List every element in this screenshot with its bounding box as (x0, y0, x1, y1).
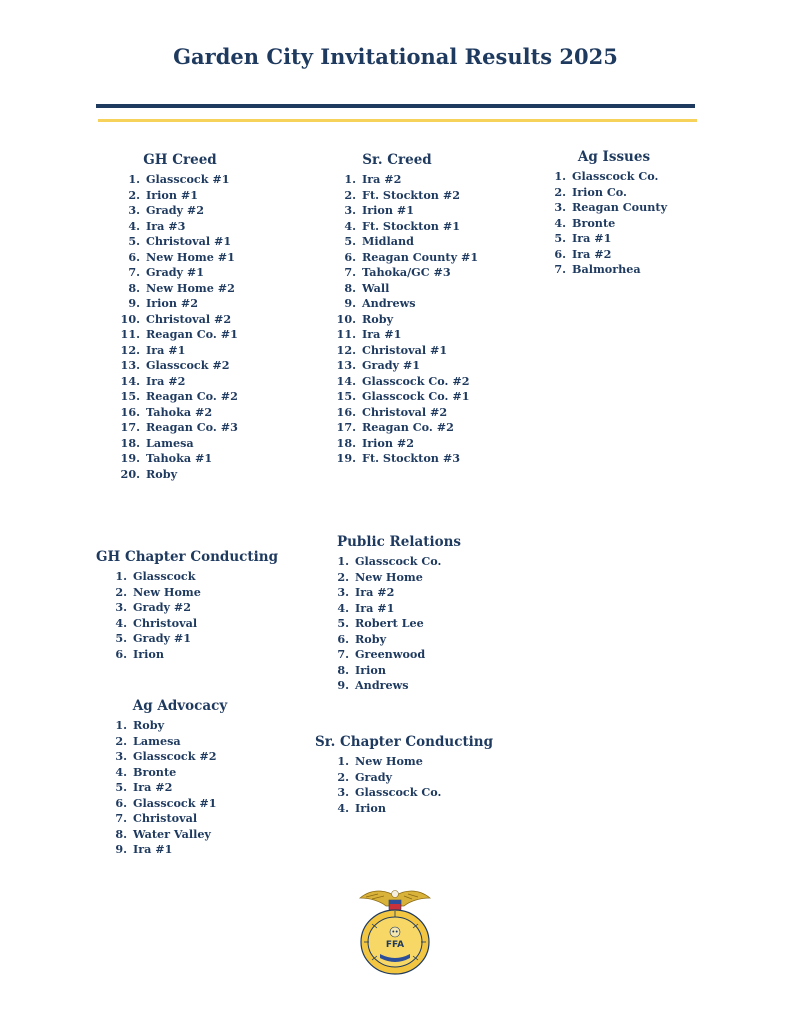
team-name: Tahoka #1 (146, 451, 213, 465)
gh-chapter-title: GH Chapter Conducting (96, 549, 279, 565)
list-item (116, 188, 244, 204)
rank-number: 7. (554, 262, 566, 276)
team-name: Irion #1 (362, 203, 415, 217)
rank-number: 5. (554, 231, 566, 245)
public-relations-section (333, 534, 465, 694)
list-item (111, 765, 249, 781)
ffa-emblem-icon (358, 884, 432, 976)
rank-number: 18. (336, 435, 356, 450)
list-item (111, 569, 264, 585)
sr-chapter-title: Sr. Chapter Conducting (315, 734, 494, 750)
team-name: Christoval #2 (362, 404, 448, 419)
rank-number: 4. (337, 600, 349, 615)
team-name: Ira #1 (362, 327, 402, 341)
list-item (333, 570, 465, 586)
gh-chapter-section (96, 549, 279, 662)
rank-number: 10. (120, 311, 140, 326)
rank-number: 12. (120, 342, 140, 357)
page-title: Garden City Invitational Results 2025 (173, 44, 618, 69)
list-item (116, 296, 244, 312)
team-name: New Home #1 (146, 249, 235, 264)
list-item (116, 234, 244, 250)
rank-number: 11. (336, 327, 356, 341)
rank-number: 14. (120, 373, 140, 388)
list-item (111, 827, 249, 843)
team-name: Ira #2 (146, 373, 186, 388)
list-item (333, 754, 481, 770)
rank-number: 7. (115, 811, 127, 825)
team-name: Ft. Stockton #3 (362, 451, 460, 465)
list-item (550, 231, 678, 247)
rank-number: 6. (128, 249, 140, 264)
team-name: Glasscock Co. (355, 785, 442, 799)
team-name: Reagan County #1 (362, 249, 479, 264)
rank-number: 1. (554, 169, 566, 183)
rank-number: 3. (554, 200, 566, 214)
sr-chapter-list (333, 754, 481, 816)
rank-number: 1. (344, 172, 356, 186)
list-item (116, 327, 244, 343)
team-name: Reagan Co. #1 (146, 327, 238, 341)
team-name: Glasscock Co. (572, 169, 659, 183)
team-name: Ira #2 (133, 780, 173, 794)
team-name: Roby (355, 631, 387, 646)
rank-number: 2. (337, 569, 349, 584)
team-name: Ira #2 (362, 172, 402, 186)
list-item (333, 785, 481, 801)
team-name: Roby (146, 466, 178, 481)
rank-number: 2. (128, 187, 140, 202)
team-name: Ft. Stockton #1 (362, 218, 460, 233)
team-name: Water Valley (133, 826, 211, 841)
team-name: Ira #3 (146, 218, 186, 233)
rank-number: 17. (120, 420, 140, 434)
team-name: Ft. Stockton #2 (362, 187, 460, 202)
ag-advocacy-title: Ag Advocacy (132, 698, 228, 714)
rank-number: 2. (337, 769, 349, 784)
rank-number: 6. (344, 249, 356, 264)
list-item (111, 616, 264, 632)
rank-number: 4. (115, 615, 127, 630)
team-name: Ira #2 (355, 585, 395, 599)
team-name: Ira #2 (572, 246, 612, 261)
emblem-text: FFA (385, 940, 405, 950)
list-item (550, 169, 678, 185)
gh-creed-section (116, 152, 244, 482)
list-item (332, 203, 478, 219)
team-name: Tahoka/GC #3 (362, 265, 451, 279)
rank-number: 2. (115, 584, 127, 599)
navy-divider (96, 104, 695, 108)
sr-creed-title: Sr. Creed (362, 152, 432, 168)
ag-advocacy-section (111, 698, 249, 858)
list-item (332, 265, 478, 281)
list-item (332, 312, 478, 328)
rank-number: 1. (115, 718, 127, 732)
rank-number: 2. (344, 187, 356, 202)
team-name: Glasscock Co. #2 (362, 373, 470, 388)
team-name: New Home (133, 584, 201, 599)
rank-number: 1. (115, 569, 127, 583)
team-name: Lamesa (146, 435, 194, 450)
rank-number: 2. (554, 184, 566, 199)
team-name: New Home (355, 754, 423, 768)
rank-number: 6. (337, 631, 349, 646)
rank-number: 10. (336, 311, 356, 326)
rank-number: 8. (128, 280, 140, 295)
rank-number: 7. (337, 647, 349, 661)
team-name: Glasscock #2 (133, 749, 217, 763)
team-name: Grady #2 (133, 600, 192, 614)
gh-creed-list (116, 172, 244, 482)
rank-number: 4. (115, 764, 127, 779)
list-item (332, 188, 478, 204)
list-item (332, 219, 478, 235)
team-name: New Home #2 (146, 280, 235, 295)
team-name: Grady #2 (146, 203, 205, 217)
list-item (332, 327, 478, 343)
rank-number: 12. (336, 342, 356, 357)
list-item (332, 343, 478, 359)
public-relations-title: Public Relations (336, 534, 462, 550)
rank-number: 19. (120, 451, 140, 465)
team-name: Irion (355, 800, 386, 815)
list-item (116, 358, 244, 374)
list-item (333, 554, 465, 570)
list-item (116, 219, 244, 235)
list-item (332, 234, 478, 250)
rank-number: 16. (120, 404, 140, 419)
rank-number: 1. (128, 172, 140, 186)
ag-issues-list (550, 169, 678, 278)
team-name: Andrews (355, 678, 409, 692)
list-item (333, 770, 481, 786)
rank-number: 7. (128, 265, 140, 279)
team-name: Reagan County (572, 200, 668, 214)
rank-number: 4. (344, 218, 356, 233)
team-name: Lamesa (133, 733, 181, 748)
team-name: Irion #2 (146, 296, 199, 310)
list-item (111, 585, 264, 601)
ag-issues-title: Ag Issues (577, 149, 651, 165)
team-name: Balmorhea (572, 262, 641, 276)
list-item (111, 647, 264, 663)
public-relations-list (333, 554, 465, 694)
list-item (332, 250, 478, 266)
team-name: Grady #1 (362, 358, 421, 372)
rank-number: 8. (344, 280, 356, 295)
rank-number: 19. (336, 451, 356, 465)
list-item (332, 374, 478, 390)
list-item (116, 281, 244, 297)
rank-number: 9. (337, 678, 349, 692)
rank-number: 15. (120, 389, 140, 403)
team-name: Ira #1 (355, 600, 395, 615)
team-name: New Home (355, 569, 423, 584)
list-item (332, 405, 478, 421)
rank-number: 6. (115, 795, 127, 810)
team-name: Glasscock (133, 569, 196, 583)
list-item (332, 358, 478, 374)
rank-number: 9. (128, 296, 140, 310)
list-item (332, 436, 478, 452)
rank-number: 5. (128, 234, 140, 248)
rank-number: 5. (115, 780, 127, 794)
rank-number: 3. (128, 203, 140, 217)
list-item (550, 185, 678, 201)
list-item (333, 647, 465, 663)
list-item (550, 200, 678, 216)
rank-number: 13. (120, 358, 140, 372)
list-item (332, 281, 478, 297)
team-name: Ira #1 (133, 842, 173, 856)
team-name: Christoval #1 (146, 234, 232, 248)
team-name: Irion #2 (362, 435, 415, 450)
team-name: Reagan Co. #2 (362, 420, 454, 434)
rank-number: 7. (344, 265, 356, 279)
rank-number: 3. (115, 749, 127, 763)
list-item (333, 801, 481, 817)
team-name: Robert Lee (355, 616, 424, 630)
rank-number: 6. (554, 246, 566, 261)
team-name: Irion (355, 662, 386, 677)
team-name: Andrews (362, 296, 416, 310)
rank-number: 1. (337, 554, 349, 568)
list-item (111, 631, 264, 647)
rank-number: 3. (337, 785, 349, 799)
list-item (333, 616, 465, 632)
rank-number: 9. (344, 296, 356, 310)
list-item (116, 451, 244, 467)
rank-number: 18. (120, 435, 140, 450)
ag-issues-section (550, 149, 678, 278)
rank-number: 3. (344, 203, 356, 217)
list-item (116, 467, 244, 483)
rank-number: 17. (336, 420, 356, 434)
team-name: Glasscock #1 (133, 795, 217, 810)
gh-chapter-list (111, 569, 264, 662)
list-item (116, 436, 244, 452)
team-name: Reagan Co. #3 (146, 420, 238, 434)
team-name: Midland (362, 234, 414, 248)
team-name: Roby (133, 718, 165, 732)
rank-number: 5. (337, 616, 349, 630)
list-item (333, 585, 465, 601)
list-item (111, 842, 249, 858)
list-item (111, 749, 249, 765)
team-name: Greenwood (355, 647, 426, 661)
list-item (116, 250, 244, 266)
team-name: Reagan Co. #2 (146, 389, 238, 403)
list-item (333, 678, 465, 694)
team-name: Grady (355, 769, 393, 784)
rank-number: 16. (336, 404, 356, 419)
rank-number: 14. (336, 373, 356, 388)
rank-number: 5. (344, 234, 356, 248)
rank-number: 1. (337, 754, 349, 768)
list-item (116, 420, 244, 436)
team-name: Christoval #1 (362, 342, 448, 357)
rank-number: 20. (120, 466, 140, 481)
team-name: Christoval #2 (146, 311, 232, 326)
list-item (116, 343, 244, 359)
list-item (111, 718, 249, 734)
team-name: Wall (362, 280, 390, 295)
team-name: Bronte (572, 215, 616, 230)
team-name: Ira #1 (572, 231, 612, 245)
list-item (332, 420, 478, 436)
rank-number: 4. (337, 800, 349, 815)
list-item (116, 405, 244, 421)
rank-number: 8. (115, 826, 127, 841)
rank-number: 3. (115, 600, 127, 614)
team-name: Glasscock #1 (146, 172, 230, 186)
list-item (116, 374, 244, 390)
rank-number: 4. (554, 215, 566, 230)
sr-creed-section (332, 152, 478, 467)
list-item (332, 389, 478, 405)
list-item (111, 796, 249, 812)
rank-number: 3. (337, 585, 349, 599)
list-item (550, 247, 678, 263)
list-item (332, 451, 478, 467)
list-item (550, 216, 678, 232)
team-name: Irion (133, 646, 164, 661)
team-name: Glasscock Co. (355, 554, 442, 568)
list-item (111, 780, 249, 796)
ag-advocacy-list (111, 718, 249, 858)
team-name: Glasscock Co. #1 (362, 389, 470, 403)
gh-creed-title: GH Creed (143, 152, 217, 168)
list-item (333, 632, 465, 648)
list-item (111, 811, 249, 827)
rank-number: 4. (128, 218, 140, 233)
team-name: Ira #1 (146, 342, 186, 357)
list-item (116, 312, 244, 328)
team-name: Grady #1 (146, 265, 205, 279)
list-item (116, 265, 244, 281)
sr-creed-list (332, 172, 478, 467)
list-item (333, 663, 465, 679)
rank-number: 13. (336, 358, 356, 372)
team-name: Irion #1 (146, 187, 199, 202)
rank-number: 6. (115, 646, 127, 661)
team-name: Roby (362, 311, 394, 326)
rank-number: 9. (115, 842, 127, 856)
team-name: Irion Co. (572, 184, 627, 199)
list-item (333, 601, 465, 617)
list-item (111, 734, 249, 750)
rank-number: 11. (120, 327, 140, 341)
list-item (116, 389, 244, 405)
sr-chapter-section (315, 734, 494, 816)
rank-number: 5. (115, 631, 127, 645)
gold-divider (98, 119, 697, 122)
list-item (111, 600, 264, 616)
rank-number: 8. (337, 662, 349, 677)
team-name: Glasscock #2 (146, 358, 230, 372)
team-name: Bronte (133, 764, 177, 779)
list-item (116, 203, 244, 219)
rank-number: 15. (336, 389, 356, 403)
team-name: Grady #1 (133, 631, 192, 645)
team-name: Tahoka #2 (146, 404, 213, 419)
list-item (550, 262, 678, 278)
list-item (332, 172, 478, 188)
list-item (332, 296, 478, 312)
list-item (116, 172, 244, 188)
team-name: Christoval (133, 615, 198, 630)
rank-number: 2. (115, 733, 127, 748)
team-name: Christoval (133, 811, 198, 825)
